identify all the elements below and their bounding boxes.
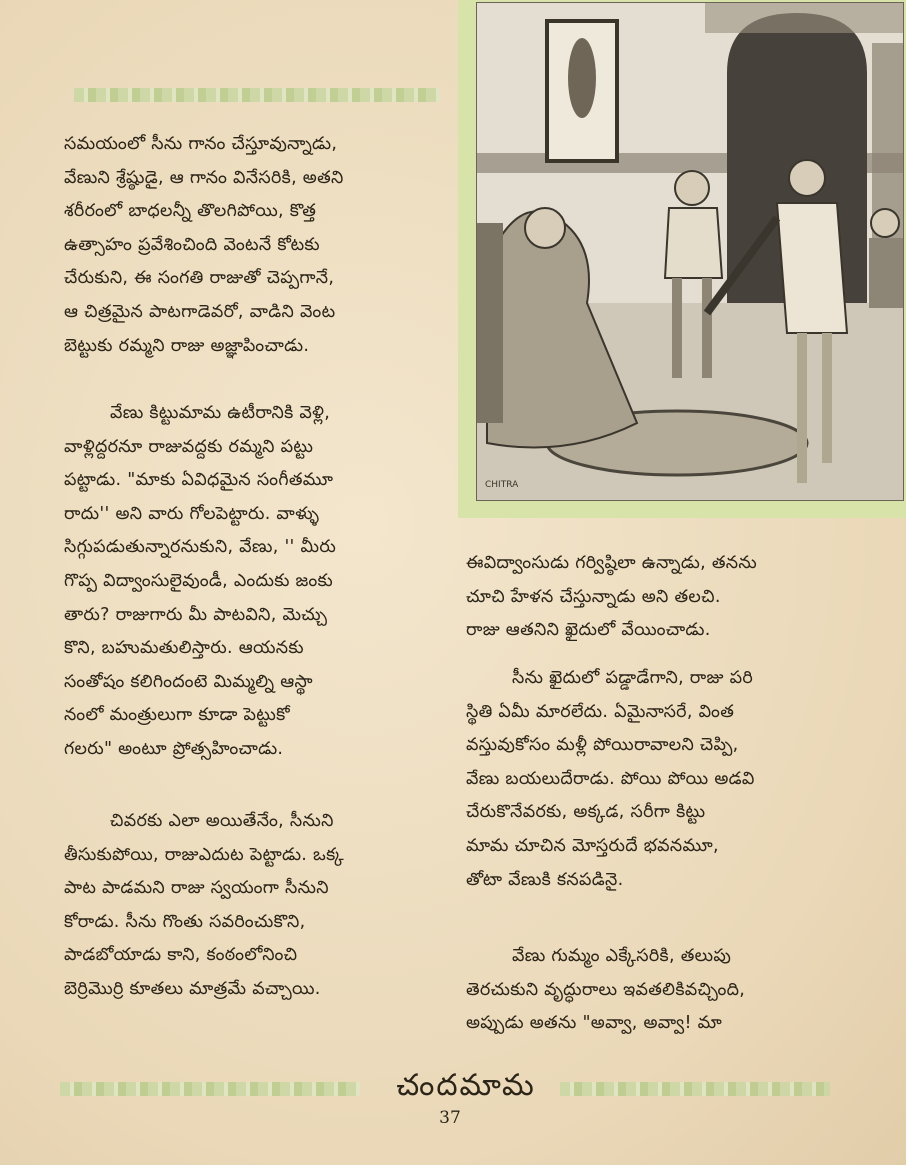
text-line: ఉత్సాహం ప్రవేశించింది వెంటనే కోటకు [64, 234, 320, 255]
text-line: కోరాడు. సీను గొంతు సవరించుకొని, [64, 911, 306, 932]
text-line: శరీరంలో బాధలన్నీ తొలగిపోయి, కొత్త [64, 201, 317, 222]
page-number: 37 [439, 1108, 461, 1128]
artist-signature: CHITRA [485, 480, 519, 490]
text-line: నంలో మంత్రులుగా కూడా పెట్టుకో [64, 705, 290, 726]
story-illustration [476, 2, 904, 501]
text-line: బెర్రిమొర్రి కూతలు మాత్రమే వచ్చాయి. [64, 978, 321, 999]
text-line: కొని, బహుమతులిస్తారు. ఆయనకు [64, 638, 304, 659]
footer-decorative-band-left [60, 1082, 360, 1096]
footer-decorative-band-right [560, 1082, 830, 1096]
text-line: తారు? రాజుగారు మీ పాటవిని, మెచ్చు [64, 604, 328, 625]
text-line: ఆ చిత్రమైన పాటగాడెవరో, వాడిని వెంట [64, 301, 336, 322]
courtier-body [665, 208, 722, 278]
right-column-paragraph-3 [466, 940, 866, 1041]
text-line: గొప్ప విద్వాంసులైవుండీ, ఎందుకు జంకు [64, 570, 334, 591]
right-column-paragraph-2 [466, 662, 866, 897]
text-line: సిగ్గుపడుతున్నారనుకుని, వేణు, '' మీరు [64, 537, 337, 558]
text-line: బెట్టుకు రమ్మని రాజు అజ్ఞాపించాడు. [64, 335, 310, 356]
text-line: వేణు కిట్టుమామ ఉటీరానికి వెళ్లి, [110, 403, 331, 423]
text-line: సమయంలో సీను గానం చేస్తూవున్నాడు, [64, 134, 338, 154]
left-column-paragraph-1 [64, 128, 456, 363]
magazine-title: చందమామ [396, 1068, 536, 1103]
text-line: చేరుకుని, ఈ సంగతి రాజుతో చెప్పగానే, [64, 268, 335, 289]
text-line: తీసుకుపోయి, రాజుఎదుట పెట్టాడు. ఒక్క [64, 844, 345, 865]
text-line: మామ చూచిన మోస్తరుదే భవనమూ, [466, 835, 719, 856]
text-line: వేణు బయలుదేరాడు. పోయి పోయి అడవి [466, 768, 755, 789]
text-line: వాళ్లిద్దరనూ రాజువద్దకు రమ్మని పట్టు [64, 436, 314, 457]
venu-head [789, 160, 825, 196]
couch [477, 223, 503, 423]
text-line: సీను ఖైదులో పడ్డాడేగాని, రాజు పరి [512, 668, 754, 688]
text-line: గలరు" అంటూ ప్రోత్సహించాడు. [64, 738, 284, 759]
text-line: రాదు'' అని వారు గోలపెట్టారు. వాళ్ళు [64, 503, 320, 524]
courtier-head [675, 171, 709, 205]
dancer-figure [568, 38, 596, 118]
text-line: స్థితి ఏమీ మారలేదు. ఏమైనాసరే, వింత [466, 701, 735, 722]
text-line: రాజు ఆతనిని ఖైదులో వేయించాడు. [466, 620, 711, 641]
palace-scene-drawing [477, 3, 903, 500]
text-line: వేణుని శ్రేష్ఠుడై, ఆ గానం వినేసరికి, అతని [64, 167, 344, 188]
text-line: ఈవిద్వాంసుడు గర్విష్ఠిలా ఉన్నాడు, తనను [466, 553, 758, 573]
text-line: అప్పుడు అతను "అవ్వా, అవ్వా! మా [466, 1013, 723, 1034]
text-line: చివరకు ఎలా అయితేనేం, సీనుని [110, 811, 334, 831]
text-line: వస్తువుకోసం మళ్లీ పోయిరావాలని చెప్పి, [466, 735, 739, 756]
text-line: తోటా వేణుకి కనపడినై. [466, 869, 624, 890]
top-decorative-band [74, 88, 440, 102]
left-column-paragraph-3 [64, 805, 456, 1007]
text-line: సంతోషం కలిగిందంటె మిమ్మల్ని ఆస్థా [64, 671, 313, 692]
text-line: పట్టాడు. "మాకు ఏవిధమైన సంగీతమూ [64, 470, 334, 491]
text-line: పాడబోయాడు కాని, కంఠంలోనించి [64, 945, 298, 966]
text-line: వేణు గుమ్మం ఎక్కేసరికి, తలుపు [512, 946, 732, 966]
text-line: తెరచుకుని వృద్ధురాలు ఇవతలికివచ్చింది, [466, 979, 746, 1000]
venu-body [777, 203, 847, 333]
right-column-paragraph-1 [466, 547, 866, 648]
text-line: పాట పాడమని రాజు స్వయంగా సీనుని [64, 878, 329, 899]
left-column-paragraph-2 [64, 397, 456, 767]
text-line: చేరుకొనేవరకు, అక్కడ, సరీగా కిట్టు [466, 802, 706, 823]
text-line: చూచి హేళన చేస్తున్నాడు అని తలచి. [466, 586, 721, 607]
